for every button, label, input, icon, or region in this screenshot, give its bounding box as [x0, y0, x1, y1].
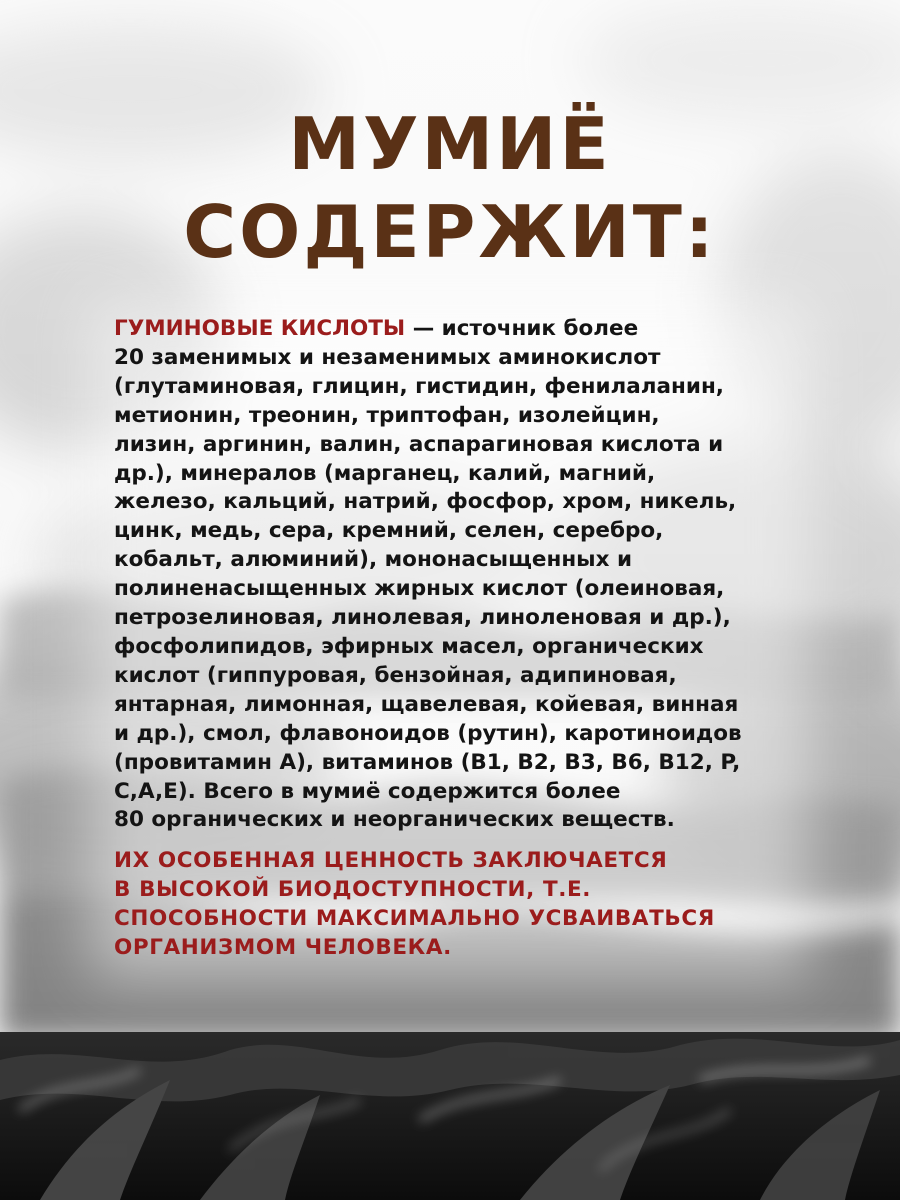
paragraph-line: лизин, аргинин, валин, аспарагиновая кислота и	[114, 431, 724, 457]
paragraph-line: кобальт, алюминий), мононасыщенных и	[114, 547, 633, 573]
title-line-1: МУМИЁ	[288, 102, 612, 186]
paragraph-line: фосфолипидов, эфирных масел, органических	[114, 633, 704, 659]
paragraph-line-rest: — источник более	[405, 316, 639, 341]
paragraph-line: петрозелиновая, линолевая, линоленовая и др.),	[114, 605, 731, 631]
paragraph-line: (глутаминовая, глицин, гистидин, фенилаланин,	[114, 373, 724, 399]
paragraph-line: кислот (гиппуровая, бензойная, адипиновая,	[114, 662, 677, 688]
paragraph-highlight: ГУМИНОВЫЕ КИСЛОТЫ	[114, 316, 406, 341]
paragraph-line	[114, 315, 804, 344]
composition-paragraph	[114, 315, 804, 835]
paragraph-line: (провитамин А), витаминов (B1, B2, B3, B6, B12, P,	[114, 749, 741, 775]
note-line: ИХ ОСОБЕННАЯ ЦЕННОСТЬ ЗАКЛЮЧАЕТСЯ	[114, 848, 668, 873]
bioavailability-note	[114, 846, 814, 962]
paragraph-line: 80 органических и неорганических веществ.	[114, 807, 675, 833]
paragraph-line: метионин, треонин, триптофан, изолейцин,	[114, 402, 660, 428]
paragraph-line: цинк, медь, сера, кремний, селен, серебро,	[114, 518, 664, 544]
paragraph-line: и др.), смол, флавоноидов (рутин), каротиноидов	[114, 720, 742, 746]
paragraph-line: C,A,E). Всего в мумиё содержится более	[114, 778, 621, 804]
note-line: ОРГАНИЗМОМ ЧЕЛОВЕКА.	[114, 935, 452, 960]
paragraph-line: железо, кальций, натрий, фосфор, хром, никель,	[114, 489, 737, 515]
paragraph-line: янтарная, лимонная, щавелевая, койевая, винная	[114, 691, 739, 717]
paragraph-line: 20 заменимых и незаменимых аминокислот	[114, 344, 661, 370]
paragraph-line: полиненасыщенных жирных кислот (олеиновая,	[114, 576, 725, 602]
note-line: В ВЫСОКОЙ БИОДОСТУПНОСТИ, Т.Е.	[114, 877, 592, 902]
paragraph-line: др.), минералов (марганец, калий, магний,	[114, 460, 656, 486]
title-line-2: СОДЕРЖИТ:	[183, 190, 717, 274]
note-line: СПОСОБНОСТИ МАКСИМАЛЬНО УСВАИВАТЬСЯ	[114, 906, 715, 931]
